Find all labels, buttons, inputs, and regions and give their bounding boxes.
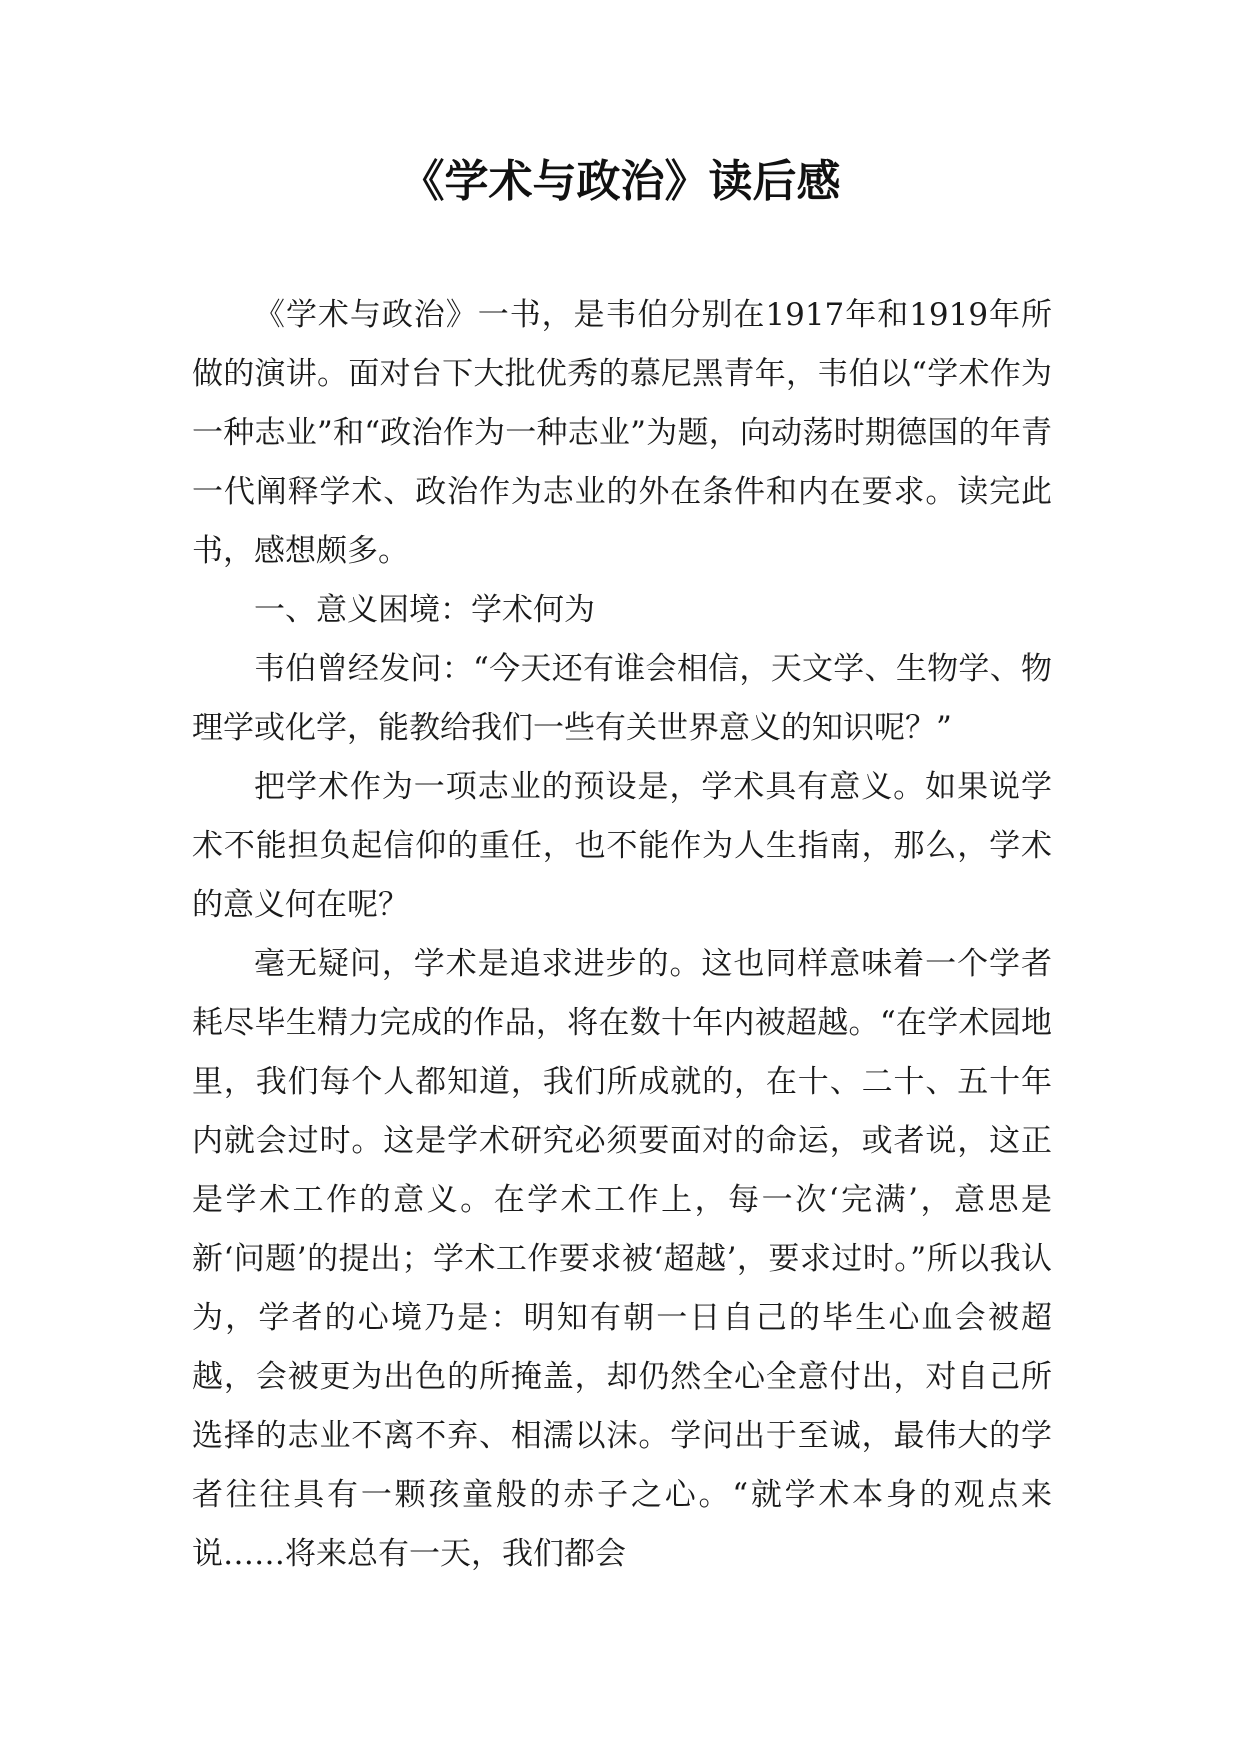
paragraph-intro: 《学术与政治》一书，是韦伯分别在1917年和1919年所做的演讲。面对台下大批优秀的慕尼黑青年，韦伯以“学术作为一种志业”和“政治作为一种志业”为题，向动荡时期德国的年青一代阐释学术、政治作为志业的外在条件和内在要求。读完此书，感想颇多。 — [192, 297, 1052, 569]
document-title: 《学术与政治》读后感 — [400, 156, 841, 207]
paragraph-premise: 把学术作为一项志业的预设是，学术具有意义。如果说学术不能担负起信仰的重任，也不能作为人生指南，那么，学术的意义何在呢？ — [192, 769, 1052, 923]
document-body — [192, 286, 1052, 1584]
section-heading-1: 一、意义困境：学术何为 — [254, 592, 595, 628]
paragraph-progress: 毫无疑问，学术是追求进步的。这也同样意味着一个学者耗尽毕生精力完成的作品，将在数十年内被超越。“在学术园地里，我们每个人都知道，我们所成就的，在十、二十、五十年内就会过时。这是学术研究必须要面对的命运，或者说，这正是学术工作的意义。在学术工作上，每一次‘完满’，意思是新‘问题’的提出；学术工作要求被‘超越’，要求过时。”所以我认为，学者的心境乃是：明知有朝一日自己的毕生心血会被超越，会被更为出色的所掩盖，却仍然全心全意付出，对自己所选择的志业不离不弃、相濡以沫。学问出于至诚，最伟大的学者往往具有一颗孩童般的赤子之心。“就学术本身的观点来说……将来总有一天，我们都会 — [192, 946, 1052, 1572]
paragraph-question: 韦伯曾经发问：“今天还有谁会相信，天文学、生物学、物理学或化学，能教给我们一些有关世界意义的知识呢？” — [192, 651, 1052, 746]
